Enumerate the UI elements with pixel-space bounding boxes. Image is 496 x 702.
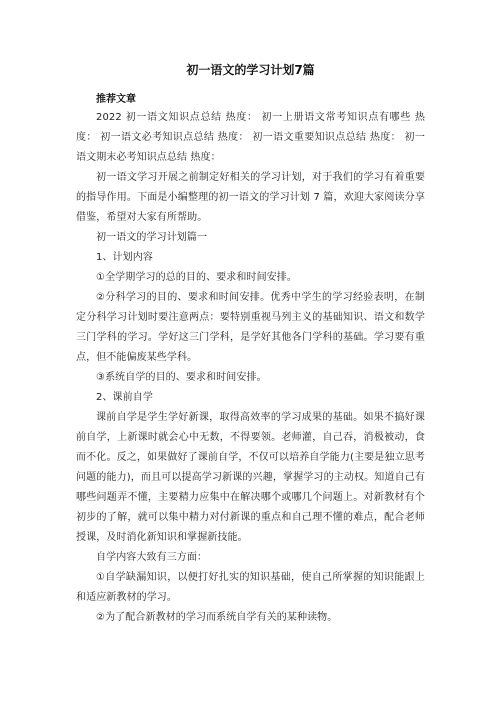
paragraph: 初一语文学习开展之前制定好相关的学习计划，对于我们的学习有着重要的指导作用。下面是小编整理的初一语文的学习计划 7 篇，欢迎大家阅读分享借鉴，希望对大家有所帮助。	[76, 172, 425, 223]
recommend-heading: 推荐文章	[96, 94, 136, 105]
paragraph: ②分科学习的目的、要求和时间安排。优秀中学生的学习经验表明，在制定分科学习计划时要注意两点：要特别重视马列主义的基础知识、语文和数学三门学科的学习。学好这三门学科，是学好其他各门学科的基础。学习要有重点，但不能偏废某些学科。	[76, 292, 425, 363]
paragraph: 自学内容大致有三方面：	[96, 552, 208, 563]
paragraph: 课前自学是学生学好新课，取得高效率的学习成果的基础。如果不搞好课前自学，上新课时就会心中无数，不得要领。老师灌，自己吞，消极被动，食而不化。反之，如果做好了课前自学，不仅可以培养自学能力(主要是独立思考问题的能力)，而且可以提高学习新课的兴趣，掌握学习的主动权。知道自己有哪些问题弄不懂，主要精力应集中在解决哪个或哪几个问题上。对新教材有个初步的了解，就可以集中精力对付新课的重点和自己理不懂的难点，配合老师授课，及时消化新知识和掌握新技能。	[76, 412, 425, 543]
paragraph: ②为了配合新教材的学习而系统自学有关的某种读物。	[96, 612, 338, 623]
paragraph: ①全学期学习的总的目的、要求和时间安排。	[96, 272, 297, 283]
recommend-links[interactable]: 2022 初一语文知识点总结 热度： 初一上册语文常考知识点有哪些 热度： 初一语文必考知识点总结 热度： 初一语文重要知识点总结 热度： 初一语文期末必考知识点总结 热度：	[76, 112, 425, 163]
paragraph: 2、课前自学	[96, 392, 153, 403]
paragraph: 初一语文的学习计划篇一	[96, 232, 208, 243]
document-title: 初一语文的学习计划7篇	[186, 63, 315, 77]
paragraph: 1、计划内容	[96, 252, 153, 263]
paragraph: ③系统自学的目的、要求和时间安排。	[96, 372, 267, 383]
paragraph: ①自学缺漏知识，以便打好扎实的知识基础，使自己所掌握的知识能跟上和适应新教材的学习。	[76, 572, 425, 603]
